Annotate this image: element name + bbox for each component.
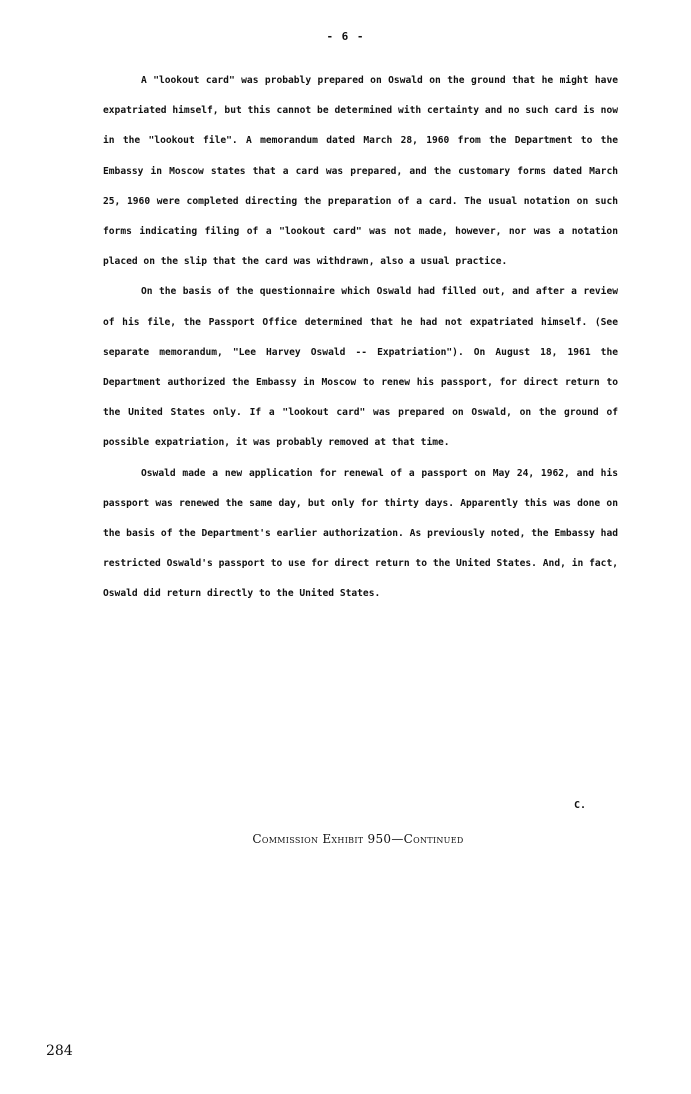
paragraph-renewal: Oswald made a new application for renewal of a passport on May 24, 1962, and his passport was renewed the same day, but only for thirty days. Apparently this was done on the basis of the Department's earlier authorization. As previously noted, the Embassy had restricted Oswald's passport to use for direct return to the United States. And, in fact, Oswald did return directly to the United States. [103, 467, 618, 600]
page-number: 284 [46, 1043, 73, 1059]
memo-body [103, 66, 618, 610]
paragraph-lookout-card: A "lookout card" was probably prepared on Oswald on the ground that he might have expatriated himself, but this cannot be determined with certainty and no such card is now in the "lookout file". A memorandum dated March 28, 1960 from the Department to the Embassy in Moscow states that a card was prepared, and the customary forms dated March 25, 1960 were completed directing the preparation of a card. The usual notation on such forms indicating filing of a "lookout card" was not made, however, nor was a notation placed on the slip that the card was withdrawn, also a usual practice. [103, 75, 618, 268]
exhibit-caption: Commission Exhibit 950—Continued [252, 832, 464, 846]
signature-initial: C. [574, 800, 587, 811]
paragraph-passport-office: On the basis of the questionnaire which Oswald had filled out, and after a review of his file, the Passport Office determined that he had not expatriated himself. (See separate memorandum, "Lee Harvey Oswald -- Expatriation"). On August 18, 1961 the Department authorized the Embassy in Moscow to renew his passport, for direct return to the United States only. If a "lookout card" was prepared on Oswald, on the ground of possible expatriation, it was probably removed at that time. [103, 286, 618, 449]
page-marker: - 6 - [326, 30, 365, 43]
